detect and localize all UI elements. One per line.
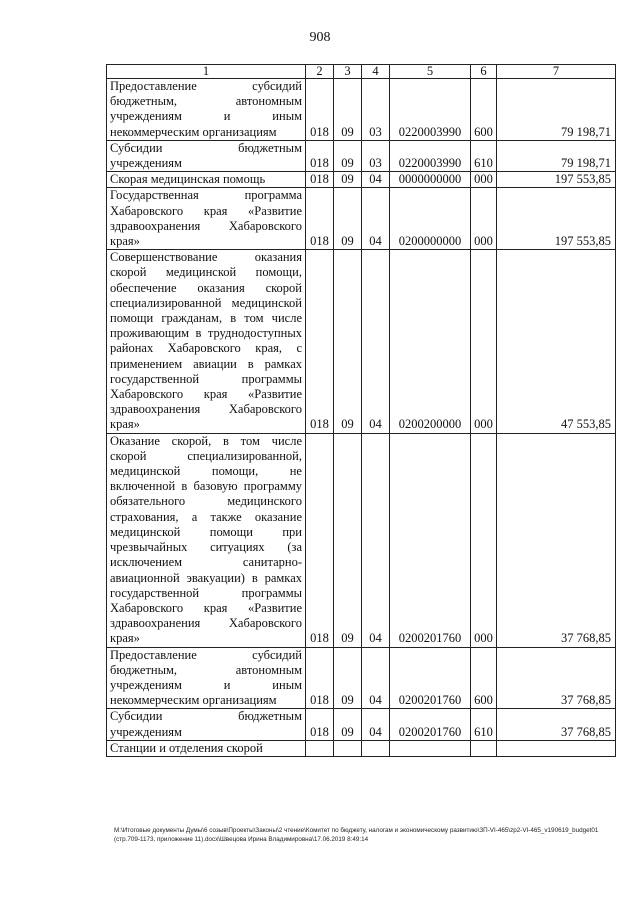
code-cell: 04 [362, 709, 390, 740]
code-cell: 018 [306, 172, 334, 188]
row-name: Скорая медицинская помощь [107, 172, 306, 188]
code-cell: 0220003990 [390, 79, 471, 141]
code-cell: 610 [471, 709, 497, 740]
code-cell: 09 [334, 433, 362, 647]
code-cell: 000 [471, 433, 497, 647]
table-row [107, 140, 616, 171]
sum-cell [497, 740, 616, 756]
code-cell: 09 [334, 647, 362, 709]
code-cell: 0200201760 [390, 433, 471, 647]
table-row [107, 740, 616, 756]
code-cell [334, 740, 362, 756]
sum-cell: 197 553,85 [497, 172, 616, 188]
page-number: 908 [309, 30, 331, 45]
document-footer: M:\Итоговые документы Думы\6 созыв\Проекты\Законы\2 чтение\Комитет по бюджету, налогам и экономическому развитию\ЗП-VI-465\zp2-VI-465_v190619_budget01 (стр.709-1173, приложение 11).docx\Швецова Ирина Владимировна\17.06.2019 8:49:14 [114, 827, 599, 843]
code-cell: 03 [362, 140, 390, 171]
sum-cell: 37 768,85 [497, 709, 616, 740]
code-cell: 04 [362, 433, 390, 647]
code-cell: 0200201760 [390, 709, 471, 740]
code-cell: 0200000000 [390, 188, 471, 250]
code-cell: 018 [306, 647, 334, 709]
table-row [107, 250, 616, 433]
table-row [107, 172, 616, 188]
table-row [107, 709, 616, 740]
header-row [107, 65, 616, 79]
column-header: 5 [390, 65, 471, 79]
sum-cell: 47 553,85 [497, 250, 616, 433]
table-row [107, 433, 616, 647]
code-cell: 09 [334, 79, 362, 141]
code-cell: 0200200000 [390, 250, 471, 433]
code-cell [390, 740, 471, 756]
code-cell: 04 [362, 172, 390, 188]
column-header: 3 [334, 65, 362, 79]
sum-cell: 37 768,85 [497, 433, 616, 647]
code-cell: 000 [471, 188, 497, 250]
column-header: 2 [306, 65, 334, 79]
code-cell: 000 [471, 172, 497, 188]
code-cell: 018 [306, 709, 334, 740]
row-name: Субсидии бюджетным учреждениям [107, 709, 306, 740]
row-name: Предоставление субсидий бюджетным, автономным учреждениям и иным некоммерческим организациям [107, 79, 306, 141]
code-cell [306, 740, 334, 756]
code-cell: 0220003990 [390, 140, 471, 171]
row-name: Субсидии бюджетным учреждениям [107, 140, 306, 171]
code-cell: 04 [362, 188, 390, 250]
sum-cell: 197 553,85 [497, 188, 616, 250]
column-header: 6 [471, 65, 497, 79]
code-cell: 018 [306, 433, 334, 647]
code-cell: 04 [362, 647, 390, 709]
row-name: Государственная программа Хабаровского края «Развитие здравоохранения Хабаровского края» [107, 188, 306, 250]
sum-cell: 79 198,71 [497, 140, 616, 171]
code-cell: 09 [334, 140, 362, 171]
table-row [107, 188, 616, 250]
code-cell: 600 [471, 79, 497, 141]
code-cell: 018 [306, 188, 334, 250]
code-cell: 0200201760 [390, 647, 471, 709]
row-name: Станции и отделения скорой [107, 740, 306, 756]
code-cell: 09 [334, 250, 362, 433]
code-cell: 09 [334, 709, 362, 740]
code-cell: 0000000000 [390, 172, 471, 188]
code-cell: 000 [471, 250, 497, 433]
row-name: Совершенствование оказания скорой медицинской помощи, обеспечение оказания скорой специализированной медицинской помощи гражданам, в том числе проживающим в труднодоступных районах Хабаровского края, с применением авиации в рамках государственной программы Хабаровского края «Развитие здравоохранения Хабаровского края» [107, 250, 306, 433]
column-header: 7 [497, 65, 616, 79]
code-cell [471, 740, 497, 756]
code-cell: 03 [362, 79, 390, 141]
sum-cell: 37 768,85 [497, 647, 616, 709]
code-cell: 600 [471, 647, 497, 709]
row-name: Предоставление субсидий бюджетным, автономным учреждениям и иным некоммерческим организациям [107, 647, 306, 709]
code-cell: 610 [471, 140, 497, 171]
code-cell: 09 [334, 172, 362, 188]
column-header: 4 [362, 65, 390, 79]
table-row [107, 79, 616, 141]
code-cell: 09 [334, 188, 362, 250]
code-cell: 04 [362, 250, 390, 433]
code-cell: 018 [306, 250, 334, 433]
column-header: 1 [107, 65, 306, 79]
sum-cell: 79 198,71 [497, 79, 616, 141]
code-cell [362, 740, 390, 756]
table-row [107, 647, 616, 709]
code-cell: 018 [306, 140, 334, 171]
code-cell: 018 [306, 79, 334, 141]
row-name: Оказание скорой, в том числе скорой специализированной, медицинской помощи, не включенной в базовую программу обязательного медицинского страхования, а также оказание медицинской помощи при чрезвычайных ситуациях (за исключением санитарно-авиационной эвакуации) в рамках государственной программы Хабаровского края «Развитие здравоохранения Хабаровского края» [107, 433, 306, 647]
budget-table [106, 64, 616, 757]
